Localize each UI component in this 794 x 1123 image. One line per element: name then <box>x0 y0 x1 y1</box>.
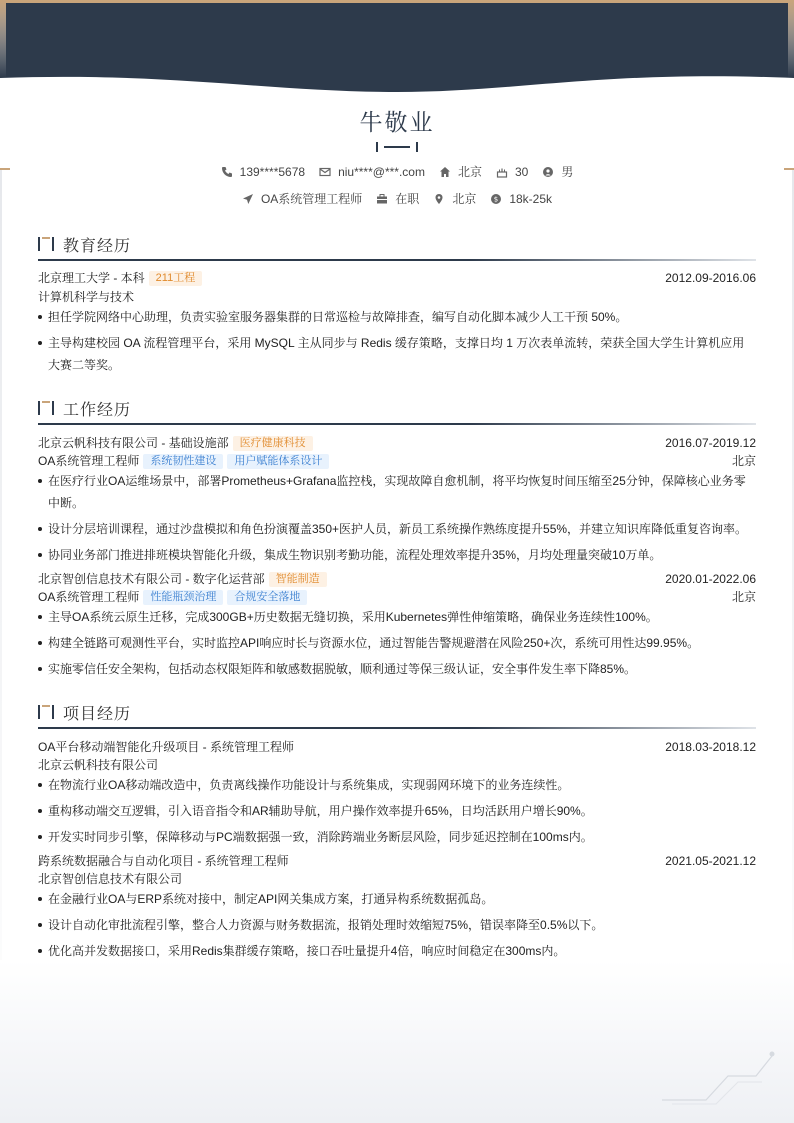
section-divider <box>38 423 756 425</box>
project-header <box>38 738 756 756</box>
industry-tag: 智能制造 <box>269 572 327 587</box>
project-title: OA平台移动端智能化升级项目 - 系统管理工程师 <box>38 740 295 754</box>
cake-icon <box>496 166 508 178</box>
money-icon <box>490 193 502 205</box>
job-intent-row <box>0 190 794 207</box>
list-item: 构建全链路可观测性平台，实时监控API响应时长与资源水位，通过智能告警规避潜在风险250+次，系统可用性达99.95%。 <box>38 632 756 654</box>
school-tag: 211工程 <box>149 271 203 286</box>
mail-icon <box>319 166 331 178</box>
section-divider <box>38 727 756 729</box>
intent-city: 北京 <box>433 190 476 207</box>
intent-status: 在职 <box>376 190 419 207</box>
section-work <box>38 395 756 423</box>
section-title: 教育经历 <box>63 238 132 255</box>
list-item: 重构移动端交互逻辑，引入语音指令和AR辅助导航，用户操作效率提升65%，日均活跃用户增长90%。 <box>38 800 756 822</box>
gender-icon <box>542 166 554 178</box>
project-company: 北京智创信息技术有限公司 <box>38 872 183 886</box>
school-name: 北京理工大学 - 本科 <box>38 271 145 285</box>
skill-tag: 合规安全落地 <box>227 590 307 605</box>
job-date: 2016.07-2019.12 <box>665 436 756 450</box>
contact-phone: 139****5678 <box>221 165 305 179</box>
project-title: 跨系统数据融合与自动化项目 - 系统管理工程师 <box>38 854 289 868</box>
skill-tag: 系统韧性建设 <box>143 454 223 469</box>
contact-gender: 男 <box>542 163 573 180</box>
list-item: 协同业务部门推进排班模块智能化升级，集成生物识别考勤功能，流程处理效率提升35%，月均处理量突破10万单。 <box>38 544 756 566</box>
section-title: 项目经历 <box>63 706 132 723</box>
project-header <box>38 852 756 870</box>
intent-salary: $ 18k-25k <box>490 192 552 206</box>
section-divider <box>38 259 756 261</box>
list-item: 实施零信任安全架构，包括动态权限矩阵和敏感数据脱敏，顺利通过等保三级认证，安全事件发生率下降85%。 <box>38 658 756 680</box>
list-item: 优化高并发数据接口，采用Redis集群缓存策略，接口吞吐量提升4倍，响应时间稳定在300ms内。 <box>38 940 756 962</box>
contact-email: niu****@***.com <box>319 165 425 179</box>
job-header <box>38 570 756 588</box>
phone-icon <box>221 166 233 178</box>
location-pin-icon <box>433 193 445 205</box>
project-company: 北京云帆科技有限公司 <box>38 758 159 772</box>
list-item: 设计分层培训课程，通过沙盘模拟和角色扮演覆盖350+医护人员，新员工系统操作熟练度提升55%，并建立知识库降低重复咨询率。 <box>38 518 756 540</box>
side-line-left <box>0 170 2 1085</box>
header-band <box>0 0 794 96</box>
job-role: OA系统管理工程师 <box>38 590 140 604</box>
company-name: 北京云帆科技有限公司 - 基础设施部 <box>38 436 229 450</box>
section-marker-icon <box>38 401 54 415</box>
education-date: 2012.09-2016.06 <box>665 271 756 285</box>
section-title: 工作经历 <box>63 402 132 419</box>
job-role-row <box>38 588 756 606</box>
list-item: 在金融行业OA与ERP系统对接中，制定API网关集成方案，打通异构系统数据孤岛。 <box>38 888 756 910</box>
send-icon <box>242 193 254 205</box>
job-role-row <box>38 452 756 470</box>
intent-position: OA系统管理工程师 <box>242 190 362 207</box>
section-marker-icon <box>38 237 54 251</box>
job-city: 北京 <box>731 590 756 604</box>
list-item: 担任学院网络中心助理，负责实验室服务器集群的日常巡检与故障排查，编写自动化脚本减少人工干预 50%。 <box>38 306 756 328</box>
job-header <box>38 434 756 452</box>
industry-tag: 医疗健康科技 <box>233 436 313 451</box>
skill-tag: 性能瓶颈治理 <box>143 590 223 605</box>
section-marker-icon <box>38 705 54 719</box>
job-role: OA系统管理工程师 <box>38 454 140 468</box>
education-header <box>38 269 756 287</box>
section-projects <box>38 699 756 727</box>
resume-name: 牛敬业 <box>359 109 435 135</box>
company-name: 北京智创信息技术有限公司 - 数字化运营部 <box>38 572 265 586</box>
contact-city: 北京 <box>439 163 482 180</box>
list-item: 在物流行业OA移动端改造中，负责离线操作功能设计与系统集成，实现弱网环境下的业务连续性。 <box>38 774 756 796</box>
project-date: 2021.05-2021.12 <box>665 854 756 868</box>
education-major: 计算机科学与技术 <box>38 290 135 304</box>
project-date: 2018.03-2018.12 <box>665 740 756 754</box>
svg-text:$: $ <box>494 195 499 204</box>
contact-age: 30 <box>496 165 528 179</box>
briefcase-icon <box>376 193 388 205</box>
contact-row <box>0 163 794 180</box>
list-item: 主导构建校园 OA 流程管理平台，采用 MySQL 主从同步与 Redis 缓存策略，支撑日均 1 万次表单流转，荣获全国大学生计算机应用大赛二等奖。 <box>38 332 756 376</box>
job-date: 2020.01-2022.06 <box>665 572 756 586</box>
list-item: 在医疗行业OA运维场景中，部署Prometheus+Grafana监控栈，实现故障自愈机制，将平均恢复时间压缩至25分钟，保障核心业务零中断。 <box>38 470 756 514</box>
section-education <box>38 231 756 259</box>
decorative-lines-icon <box>658 1046 778 1106</box>
job-city: 北京 <box>731 454 756 468</box>
skill-tag: 用户赋能体系设计 <box>227 454 329 469</box>
list-item: 开发实时同步引擎，保障移动与PC端数据强一致，消除跨端业务断层风险，同步延迟控制在100ms内。 <box>38 826 756 848</box>
list-item: 主导OA系统云原生迁移，完成300GB+历史数据无缝切换，采用Kubernetes弹性伸缩策略，确保业务连续性100%。 <box>38 606 756 628</box>
name-divider-icon <box>376 142 418 152</box>
list-item: 设计自动化审批流程引擎，整合人力资源与财务数据流，报销处理时效缩短75%，错误率降至0.5%以下。 <box>38 914 756 936</box>
home-icon <box>439 166 451 178</box>
